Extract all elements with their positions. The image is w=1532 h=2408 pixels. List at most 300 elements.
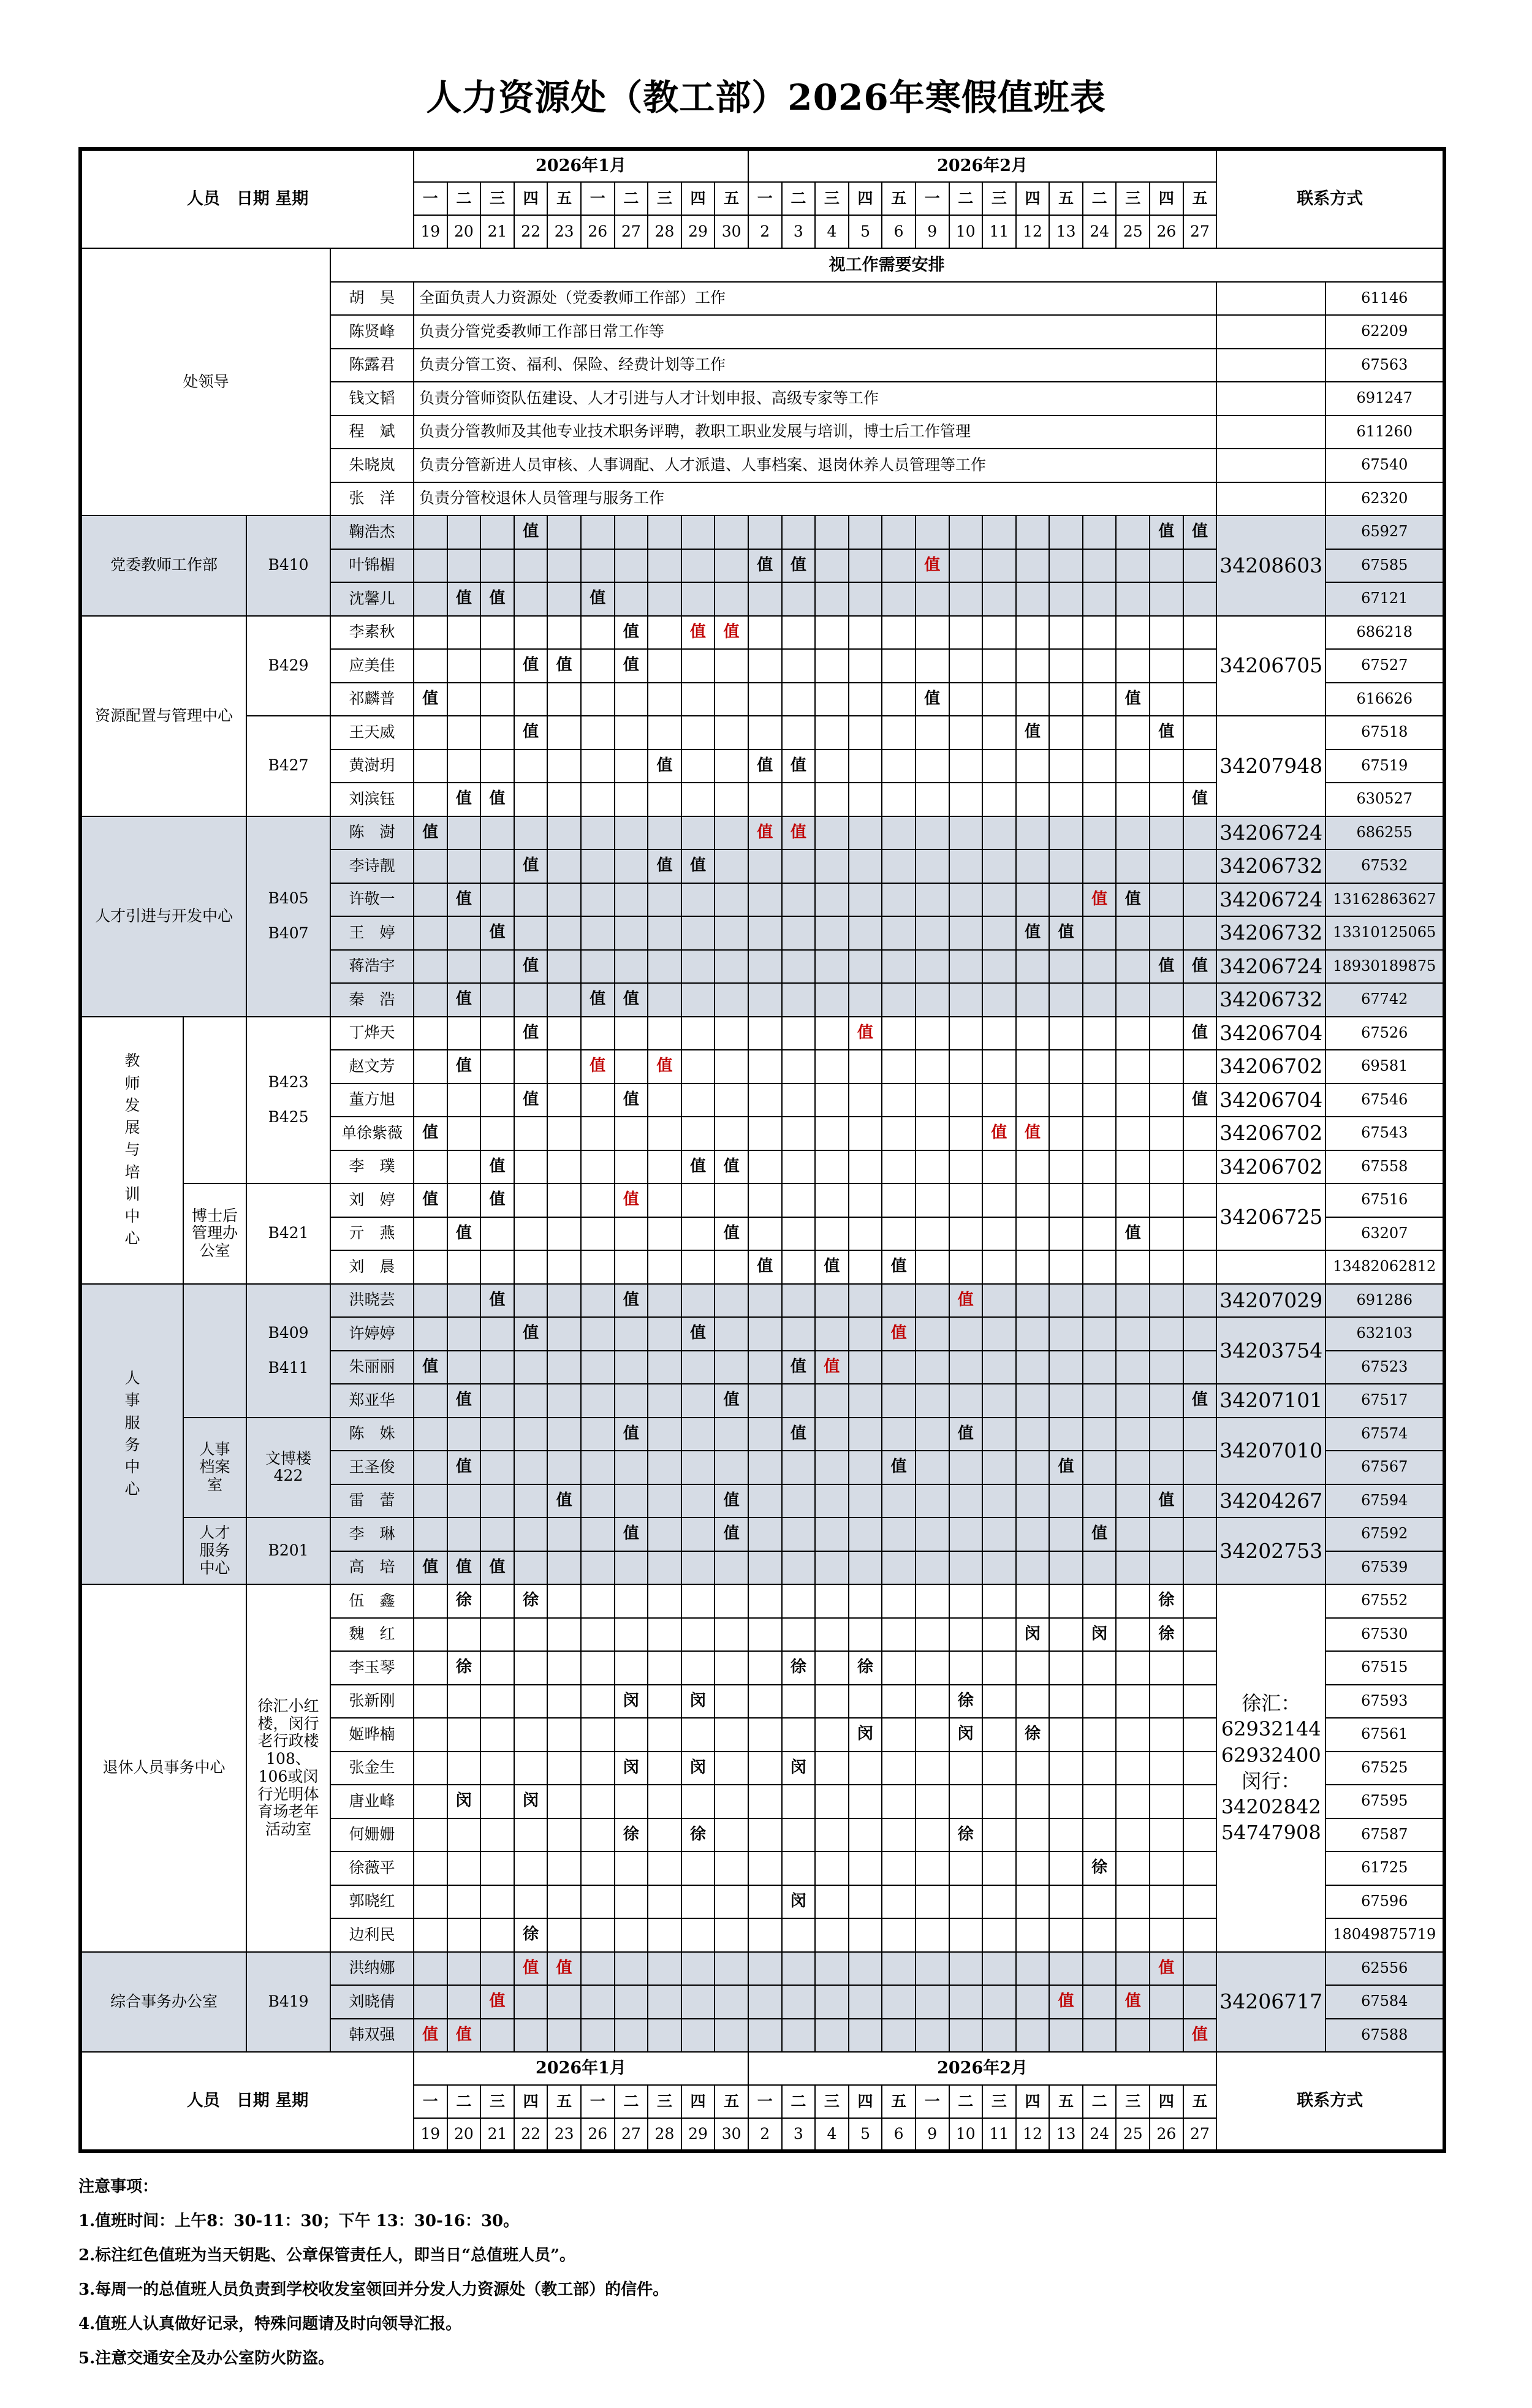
duty-cell — [480, 950, 514, 984]
duty-cell — [1049, 1584, 1083, 1618]
duty-cell — [480, 1651, 514, 1685]
phone-cell: 34206732 — [1216, 849, 1325, 883]
duty-cell — [447, 1183, 481, 1217]
duty-cell — [815, 950, 849, 984]
duty-cell — [1116, 1317, 1150, 1351]
duty-cell — [615, 1050, 648, 1084]
duty-cell — [882, 1685, 916, 1719]
duty-cell — [815, 1651, 849, 1685]
duty-cell — [414, 1418, 447, 1451]
duty-mark: 值 — [748, 1250, 782, 1284]
duty-cell — [1116, 1084, 1150, 1117]
date-cell: 29 — [681, 2118, 715, 2151]
duty-cell — [648, 883, 681, 917]
duty-cell — [849, 515, 882, 549]
duty-cell — [1183, 1651, 1217, 1685]
duty-mark: 值 — [782, 549, 816, 583]
duty-cell — [782, 1685, 816, 1719]
duty-cell — [1016, 1217, 1050, 1251]
duty-mark: 值 — [1150, 1484, 1183, 1518]
duty-cell — [782, 1985, 816, 2019]
duty-cell — [648, 1752, 681, 1785]
duty-cell — [648, 1551, 681, 1585]
duty-cell — [1049, 1484, 1083, 1518]
weekday-cell: 五 — [715, 182, 748, 215]
duty-mark: 值 — [1150, 1952, 1183, 1986]
duty-cell — [815, 1818, 849, 1852]
leader-duty-desc: 负责分管教师及其他专业技术职务评聘，教职工职业发展与培训，博士后工作管理 — [414, 416, 1216, 449]
extension: 61725 — [1325, 1852, 1444, 1885]
duty-cell — [547, 1250, 581, 1284]
duty-cell — [681, 1284, 715, 1318]
person-name: 李玉琴 — [330, 1651, 414, 1685]
duty-mark: 值 — [1183, 1017, 1217, 1050]
duty-cell — [916, 1384, 949, 1418]
duty-cell — [581, 1317, 615, 1351]
duty-cell — [982, 2019, 1016, 2053]
duty-cell — [480, 1852, 514, 1885]
duty-cell — [882, 1952, 916, 1986]
duty-mark: 值 — [748, 549, 782, 583]
duty-cell — [982, 950, 1016, 984]
duty-cell — [514, 582, 548, 616]
duty-mark: 徐 — [514, 1918, 548, 1952]
extension: 67594 — [1325, 1484, 1444, 1518]
group-name: 教 师 发 展 与 培 训 中 心 — [80, 1017, 183, 1284]
person-name: 陈 澍 — [330, 816, 414, 850]
duty-cell — [815, 1852, 849, 1885]
duty-cell — [1049, 1551, 1083, 1585]
duty-cell — [1049, 1150, 1083, 1184]
duty-cell — [615, 1451, 648, 1484]
duty-cell — [982, 515, 1016, 549]
table-row — [80, 515, 1444, 549]
duty-cell — [480, 2019, 514, 2053]
phone-cell: 34206705 — [1216, 616, 1325, 716]
extension: 67516 — [1325, 1183, 1444, 1217]
duty-cell — [982, 716, 1016, 750]
leaders-banner: 视工作需要安排 — [330, 248, 1444, 282]
duty-cell — [1150, 1718, 1183, 1752]
duty-cell — [982, 1451, 1016, 1484]
duty-cell — [581, 1918, 615, 1952]
duty-cell — [916, 2019, 949, 2053]
date-cell: 26 — [1150, 215, 1183, 248]
duty-cell — [1016, 1484, 1050, 1518]
duty-cell — [1116, 616, 1150, 650]
duty-cell — [1116, 1551, 1150, 1585]
duty-cell — [849, 1384, 882, 1418]
duty-cell — [1150, 1785, 1183, 1818]
extension: 67532 — [1325, 849, 1444, 883]
duty-cell — [1150, 783, 1183, 816]
duty-cell — [982, 1484, 1016, 1518]
duty-cell — [1150, 1317, 1183, 1351]
duty-cell — [480, 1050, 514, 1084]
duty-cell — [581, 1985, 615, 2019]
duty-cell — [1016, 1885, 1050, 1919]
person-name: 张新刚 — [330, 1685, 414, 1719]
extension: 67519 — [1325, 750, 1444, 783]
duty-cell — [581, 1484, 615, 1518]
duty-cell — [882, 716, 916, 750]
duty-cell — [715, 1818, 748, 1852]
duty-cell — [882, 1284, 916, 1318]
duty-cell — [748, 1985, 782, 2019]
duty-cell — [748, 1451, 782, 1484]
table-row — [80, 1418, 1444, 1451]
extension: 67523 — [1325, 1351, 1444, 1384]
duty-cell — [447, 750, 481, 783]
bottom-header-month-row — [80, 2052, 1444, 2085]
duty-cell — [849, 616, 882, 650]
duty-cell — [480, 883, 514, 917]
bottom-header-contact-label: 联系方式 — [1216, 2052, 1444, 2151]
extension: 67574 — [1325, 1418, 1444, 1451]
duty-cell — [648, 1451, 681, 1484]
date-cell: 28 — [648, 215, 681, 248]
date-cell: 22 — [514, 215, 548, 248]
duty-cell — [1183, 549, 1217, 583]
duty-cell — [1150, 1017, 1183, 1050]
duty-cell — [414, 883, 447, 917]
date-cell: 10 — [949, 2118, 983, 2151]
duty-cell — [748, 1183, 782, 1217]
duty-cell — [648, 549, 681, 583]
duty-cell — [949, 950, 983, 984]
duty-cell — [547, 683, 581, 716]
duty-cell — [480, 1818, 514, 1852]
duty-cell — [782, 1584, 816, 1618]
duty-cell — [882, 1017, 916, 1050]
duty-cell — [681, 1852, 715, 1885]
duty-cell — [1016, 1150, 1050, 1184]
duty-cell — [447, 916, 481, 950]
date-cell: 4 — [815, 2118, 849, 2151]
duty-cell — [815, 1952, 849, 1986]
duty-mark: 闵 — [1083, 1618, 1117, 1652]
duty-cell — [447, 1918, 481, 1952]
extension: 67567 — [1325, 1451, 1444, 1484]
duty-cell — [782, 1517, 816, 1551]
duty-cell — [1150, 849, 1183, 883]
duty-cell — [681, 1250, 715, 1284]
extension: 61146 — [1325, 282, 1444, 316]
duty-mark: 值 — [1016, 916, 1050, 950]
duty-cell — [949, 616, 983, 650]
duty-cell — [1116, 1885, 1150, 1919]
duty-cell — [1083, 1351, 1117, 1384]
duty-cell — [782, 1918, 816, 1952]
duty-cell — [681, 950, 715, 984]
room: B427 — [246, 716, 330, 816]
person-name: 陈 姝 — [330, 1418, 414, 1451]
duty-cell — [1083, 1017, 1117, 1050]
duty-cell — [581, 716, 615, 750]
duty-cell — [949, 883, 983, 917]
duty-cell — [1016, 1785, 1050, 1818]
duty-cell — [1183, 1685, 1217, 1719]
duty-cell — [982, 1651, 1016, 1685]
duty-cell — [715, 582, 748, 616]
duty-cell — [514, 1651, 548, 1685]
duty-cell — [547, 1084, 581, 1117]
duty-cell — [949, 1484, 983, 1518]
duty-cell — [782, 916, 816, 950]
duty-cell — [681, 1517, 715, 1551]
duty-cell — [782, 1050, 816, 1084]
duty-mark: 值 — [581, 582, 615, 616]
duty-cell — [447, 1752, 481, 1785]
duty-cell — [581, 515, 615, 549]
person-name: 祁麟普 — [330, 683, 414, 716]
duty-cell — [681, 1918, 715, 1952]
duty-mark: 值 — [1116, 883, 1150, 917]
duty-cell — [815, 616, 849, 650]
duty-cell — [447, 1284, 481, 1318]
duty-cell — [1049, 1284, 1083, 1318]
duty-mark: 值 — [514, 1084, 548, 1117]
duty-cell — [1150, 883, 1183, 917]
weekday-cell: 三 — [648, 2085, 681, 2118]
duty-cell — [949, 1517, 983, 1551]
duty-cell — [581, 1451, 615, 1484]
duty-cell — [447, 649, 481, 683]
duty-cell — [748, 1284, 782, 1318]
date-cell: 11 — [982, 215, 1016, 248]
date-cell: 13 — [1049, 215, 1083, 248]
duty-cell — [1150, 1117, 1183, 1150]
duty-cell — [1049, 1250, 1083, 1284]
duty-cell — [982, 1050, 1016, 1084]
duty-cell — [1049, 983, 1083, 1017]
duty-cell — [982, 1384, 1016, 1418]
duty-cell — [748, 1384, 782, 1418]
room-code: B423 — [268, 1073, 309, 1091]
duty-cell — [581, 816, 615, 850]
duty-mark: 值 — [681, 849, 715, 883]
duty-cell — [648, 1284, 681, 1318]
duty-cell — [1049, 1818, 1083, 1852]
table-row — [80, 1284, 1444, 1318]
duty-cell — [581, 2019, 615, 2053]
top-header-month-row — [80, 149, 1444, 182]
duty-cell — [916, 1484, 949, 1518]
person-name: 秦 浩 — [330, 983, 414, 1017]
person-name: 刘 婷 — [330, 1183, 414, 1217]
weekday-cell: 二 — [615, 182, 648, 215]
duty-cell — [916, 1250, 949, 1284]
duty-cell — [982, 883, 1016, 917]
duty-mark: 值 — [815, 1351, 849, 1384]
person-name: 陈露君 — [330, 349, 414, 382]
weekday-cell: 一 — [414, 2085, 447, 2118]
duty-cell — [1049, 683, 1083, 716]
date-cell: 9 — [916, 215, 949, 248]
room: B421 — [246, 1183, 330, 1284]
duty-cell — [615, 582, 648, 616]
duty-mark: 值 — [882, 1250, 916, 1284]
phone-cell: 34207010 — [1216, 1418, 1325, 1484]
duty-cell — [1150, 1651, 1183, 1685]
leader-duty-desc: 负责分管新进人员审核、人事调配、人才派遣、人事档案、退岗休养人员管理等工作 — [414, 449, 1216, 482]
duty-cell — [815, 849, 849, 883]
weekday-cell: 一 — [748, 2085, 782, 2118]
duty-cell — [1016, 1384, 1050, 1418]
duty-cell — [681, 1785, 715, 1818]
duty-cell — [1016, 1952, 1050, 1986]
duty-cell — [748, 716, 782, 750]
duty-cell — [547, 1384, 581, 1418]
duty-cell — [648, 1651, 681, 1685]
weekday-cell: 三 — [1116, 182, 1150, 215]
duty-cell — [1049, 1084, 1083, 1117]
person-name: 王圣俊 — [330, 1451, 414, 1484]
duty-cell — [414, 1818, 447, 1852]
duty-mark: 值 — [882, 1451, 916, 1484]
duty-cell — [547, 1050, 581, 1084]
duty-cell — [1016, 582, 1050, 616]
duty-cell — [815, 1685, 849, 1719]
duty-cell — [748, 1484, 782, 1518]
duty-mark: 值 — [949, 1284, 983, 1318]
duty-mark: 值 — [480, 1183, 514, 1217]
duty-cell — [882, 1785, 916, 1818]
duty-mark: 闵 — [782, 1885, 816, 1919]
duty-cell — [949, 1351, 983, 1384]
person-name: 李 琳 — [330, 1517, 414, 1551]
date-cell: 24 — [1083, 2118, 1117, 2151]
duty-cell — [982, 816, 1016, 850]
duty-mark: 徐 — [782, 1651, 816, 1685]
extension: 67546 — [1325, 1084, 1444, 1117]
duty-cell — [1016, 1852, 1050, 1885]
duty-cell — [615, 1651, 648, 1685]
duty-cell — [581, 950, 615, 984]
duty-cell — [547, 1217, 581, 1251]
table-row — [80, 816, 1444, 850]
duty-cell — [1116, 1584, 1150, 1618]
duty-cell — [414, 549, 447, 583]
duty-cell — [916, 950, 949, 984]
duty-mark: 值 — [447, 1384, 481, 1418]
duty-cell — [916, 1985, 949, 2019]
duty-cell — [447, 1084, 481, 1117]
duty-cell — [1016, 950, 1050, 984]
duty-cell — [1016, 2019, 1050, 2053]
extension: 65927 — [1325, 515, 1444, 549]
duty-cell — [949, 1217, 983, 1251]
duty-cell — [1049, 616, 1083, 650]
duty-cell — [414, 1952, 447, 1986]
weekday-cell: 四 — [514, 2085, 548, 2118]
duty-cell — [648, 950, 681, 984]
duty-cell — [681, 549, 715, 583]
duty-cell — [916, 1785, 949, 1818]
duty-cell — [447, 1351, 481, 1384]
duty-cell — [916, 582, 949, 616]
duty-cell — [447, 1250, 481, 1284]
duty-cell — [1183, 1050, 1217, 1084]
top-header-month-feb: 2026年2月 — [748, 149, 1216, 182]
duty-cell — [748, 1651, 782, 1685]
duty-cell — [547, 1685, 581, 1719]
duty-cell — [1150, 1084, 1183, 1117]
duty-cell — [514, 1050, 548, 1084]
duty-cell — [1083, 683, 1117, 716]
duty-cell — [547, 2019, 581, 2053]
person-name: 王天威 — [330, 716, 414, 750]
duty-mark: 值 — [514, 515, 548, 549]
duty-cell — [882, 849, 916, 883]
duty-mark: 值 — [514, 1317, 548, 1351]
duty-cell — [1116, 1685, 1150, 1719]
duty-cell — [982, 1284, 1016, 1318]
duty-cell — [1150, 549, 1183, 583]
weekday-cell: 二 — [447, 182, 481, 215]
phone-cell: 34206702 — [1216, 1050, 1325, 1084]
duty-cell — [815, 582, 849, 616]
date-cell: 23 — [547, 2118, 581, 2151]
duty-cell — [447, 515, 481, 549]
duty-cell — [782, 616, 816, 650]
person-name: 王 婷 — [330, 916, 414, 950]
extension: 67587 — [1325, 1818, 1444, 1852]
duty-cell — [447, 1418, 481, 1451]
person-name: 边利民 — [330, 1918, 414, 1952]
extension: 67517 — [1325, 1384, 1444, 1418]
duty-cell — [1150, 1150, 1183, 1184]
duty-cell — [615, 750, 648, 783]
duty-mark: 徐 — [849, 1651, 882, 1685]
duty-mark: 值 — [447, 1217, 481, 1251]
person-name: 亓 燕 — [330, 1217, 414, 1251]
duty-cell — [815, 716, 849, 750]
person-name: 刘 晨 — [330, 1250, 414, 1284]
duty-cell — [681, 1718, 715, 1752]
duty-cell — [414, 1150, 447, 1184]
leader-duty-desc: 全面负责人力资源处（党委教师工作部）工作 — [414, 282, 1216, 316]
duty-cell — [447, 950, 481, 984]
phone-cell — [1216, 282, 1325, 316]
phone-cell: 34206704 — [1216, 1084, 1325, 1117]
duty-cell — [547, 1985, 581, 2019]
duty-cell — [547, 1017, 581, 1050]
duty-cell — [581, 1017, 615, 1050]
duty-cell — [949, 983, 983, 1017]
duty-mark: 徐 — [447, 1651, 481, 1685]
extension: 67585 — [1325, 549, 1444, 583]
person-name: 陈贤峰 — [330, 315, 414, 349]
duty-cell — [547, 1451, 581, 1484]
duty-cell — [882, 616, 916, 650]
duty-cell — [1150, 1418, 1183, 1451]
duty-cell — [581, 1418, 615, 1451]
duty-mark: 值 — [447, 1451, 481, 1484]
duty-cell — [748, 1618, 782, 1652]
duty-cell — [1183, 1852, 1217, 1885]
duty-cell — [1083, 1250, 1117, 1284]
duty-cell — [681, 1017, 715, 1050]
duty-cell — [414, 1217, 447, 1251]
duty-cell — [581, 1284, 615, 1318]
duty-cell — [916, 515, 949, 549]
duty-cell — [815, 549, 849, 583]
duty-cell — [447, 549, 481, 583]
duty-cell — [949, 1752, 983, 1785]
duty-mark: 值 — [514, 1017, 548, 1050]
duty-cell — [414, 616, 447, 650]
